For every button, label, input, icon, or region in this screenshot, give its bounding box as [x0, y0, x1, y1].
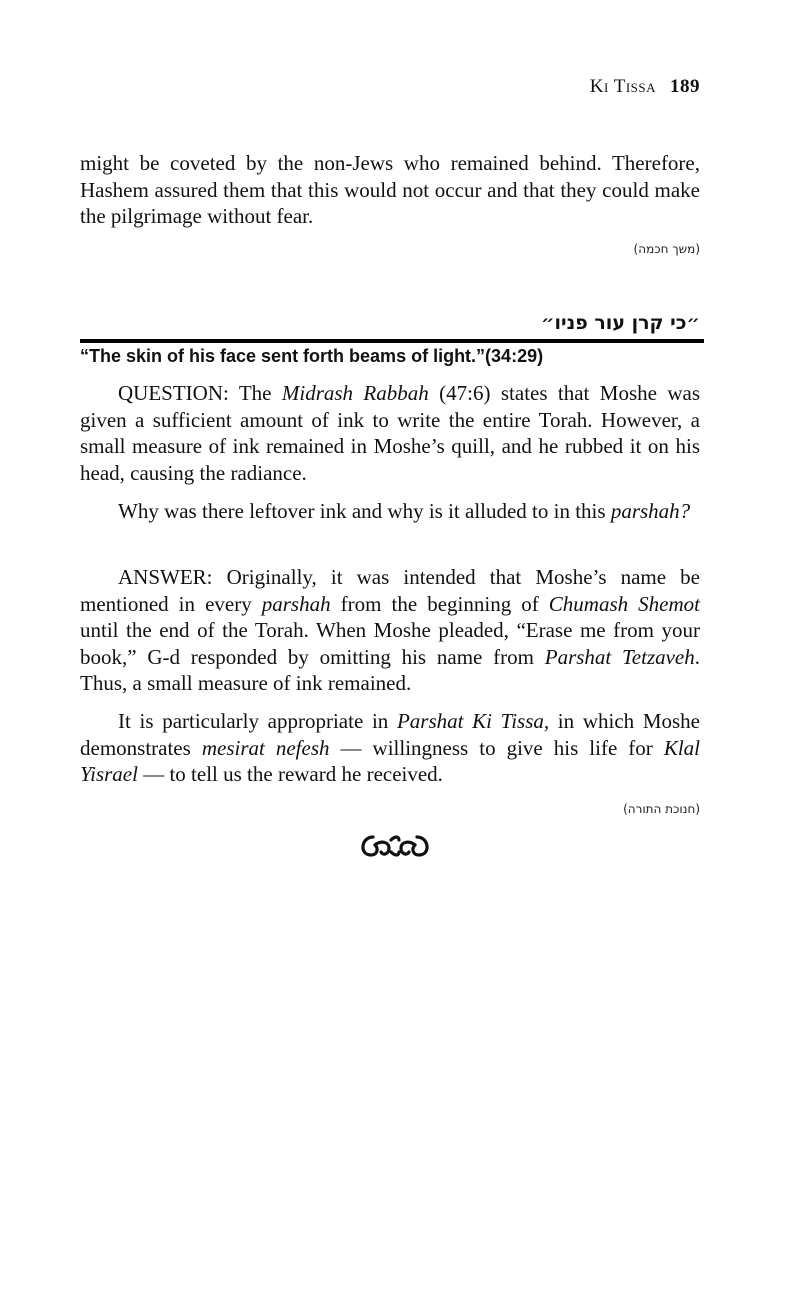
question-2-italic-1: parshah? — [610, 499, 691, 523]
answer-text-1: Originally, it was intended that Moshe’s name be mentioned in every — [80, 565, 700, 616]
answer-2-italic-1: Parshat Ki Tissa, — [396, 709, 550, 733]
fleuron-ornament-icon — [340, 832, 450, 868]
source-citation-1: (משך חכמה) — [633, 242, 700, 256]
answer-label: ANSWER: — [118, 565, 213, 589]
fleuron-ornament-icon-svg — [355, 832, 435, 860]
answer-italic-1: parshah — [261, 591, 331, 616]
answer-2-paragraph — [80, 708, 700, 788]
question-paragraph — [80, 380, 700, 486]
answer-2-text-4: — to tell us the reward he received. — [137, 762, 443, 786]
answer-text-2: from the beginning of — [330, 591, 549, 616]
answer-2-text-2: in which Moshe demonstrates — [80, 709, 700, 760]
answer-2-text-3: — willingness to give his life for — [329, 735, 664, 760]
hebrew-verse-heading: ״כי קרן עור פניו״ — [541, 312, 700, 334]
question-text-1: The — [228, 381, 282, 405]
source-citation-2: (חנוכת התורה) — [623, 802, 700, 816]
answer-2-text-1: It is particularly appropriate in — [118, 709, 397, 733]
continuation-paragraph — [80, 150, 700, 230]
answer-text-4: . Thus, a small measure of ink remained. — [80, 644, 701, 695]
continuation-text: might be coveted by the non-Jews who remained behind. Therefore, Hashem assured them that this would not occur and that they could make the pilgrimage without fear. — [80, 151, 700, 228]
answer-2-italic-3: Klal Yisrael — [80, 735, 700, 786]
answer-italic-3: Parshat Tetzaveh — [544, 644, 695, 669]
question-2-paragraph — [80, 498, 700, 525]
answer-paragraph — [80, 564, 700, 697]
answer-italic-2: Chumash Shemot — [548, 591, 700, 616]
question-label: QUESTION: — [118, 381, 229, 405]
english-verse-heading: “The skin of his face sent forth beams of light.”(34:29) — [80, 346, 544, 366]
question-text-2: (47:6) states that Moshe was given a sufficient amount of ink to write the entire Torah. However, a small measure of ink remained in Moshe’s quill, and he rubbed it on his head, causing the radiance. — [80, 381, 700, 485]
question-2-text-1: Why was there leftover ink and why is it alluded to in this — [118, 499, 611, 523]
answer-text-3: until the end of the Torah. When Moshe pleaded, “Erase me from your book,” G-d responded by omitting his name from — [80, 618, 700, 669]
heading-rule — [80, 339, 704, 343]
page-number: 189 — [670, 76, 700, 97]
running-head — [590, 76, 700, 98]
answer-2-italic-2: mesirat nefesh — [201, 735, 330, 760]
running-head-title: Ki Tissa — [589, 76, 656, 97]
question-italic-1: Midrash Rabbah — [281, 381, 429, 405]
